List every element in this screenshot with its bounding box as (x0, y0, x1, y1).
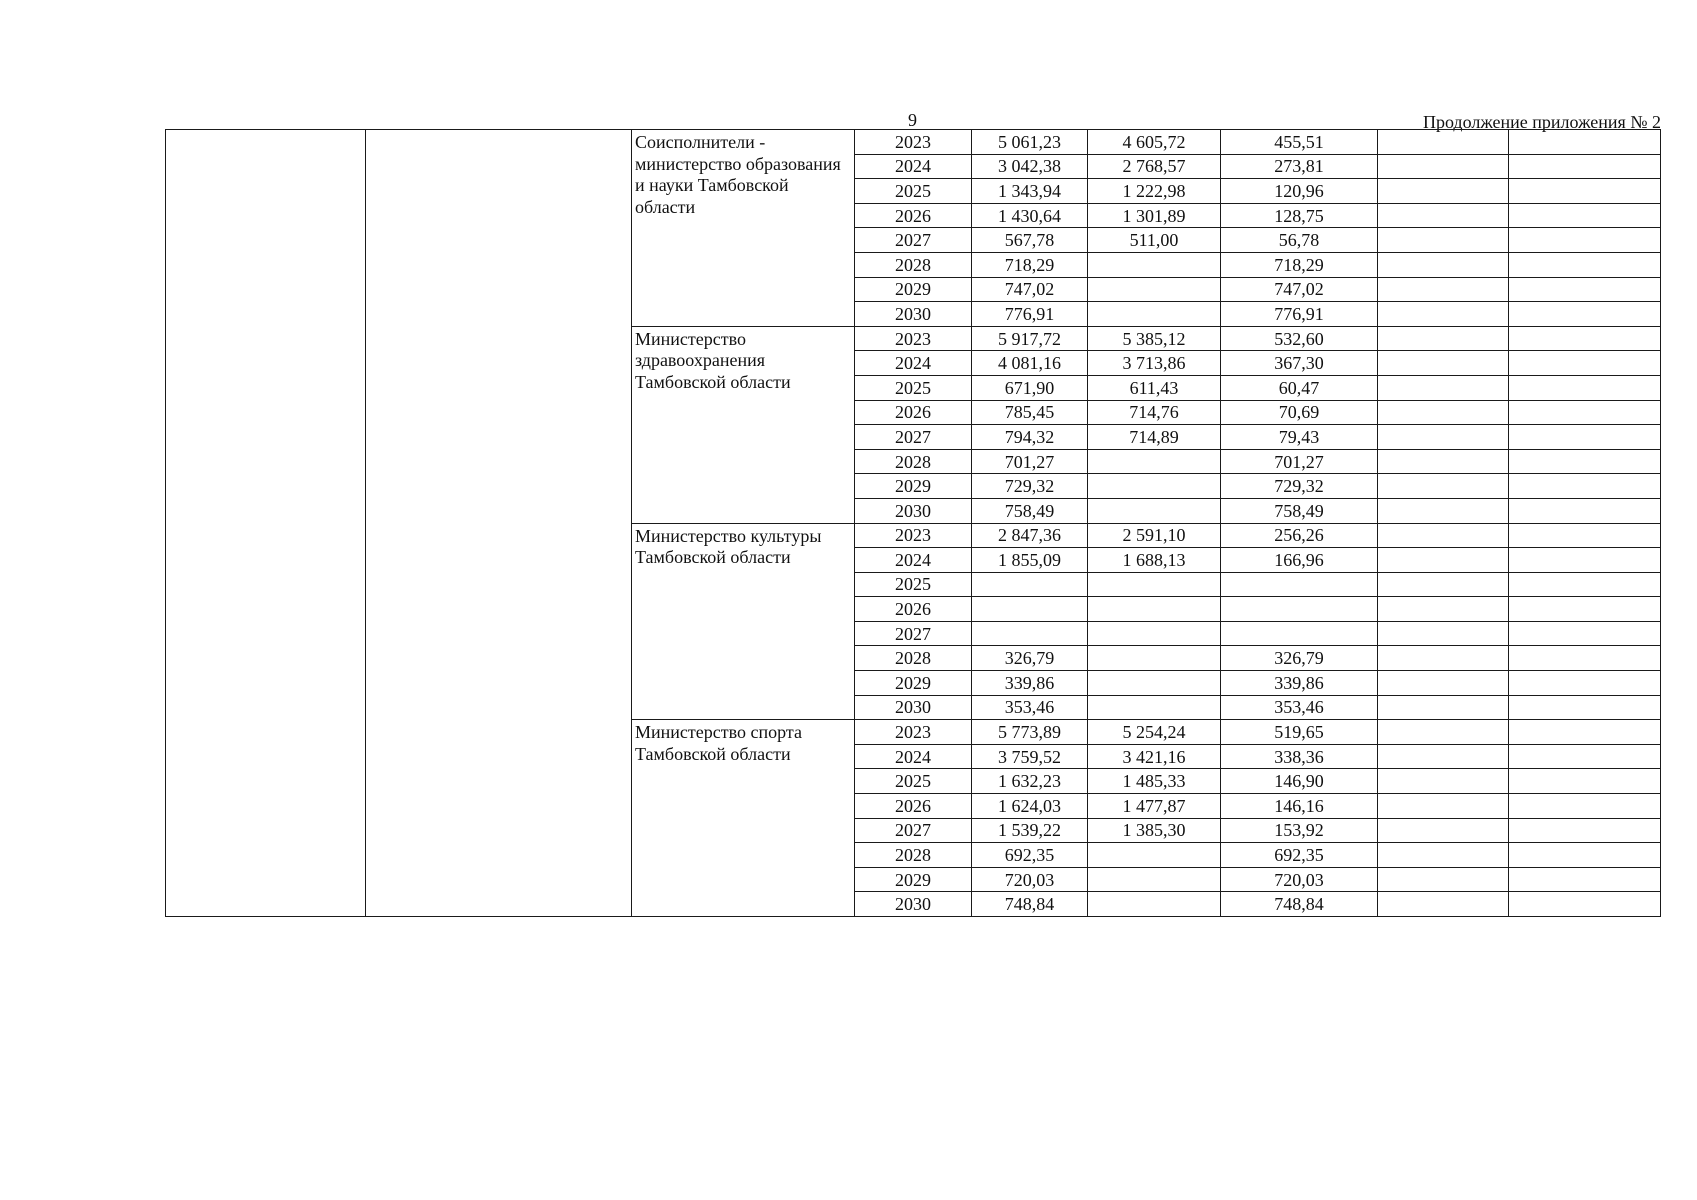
regional-cell: 720,03 (1221, 867, 1378, 892)
year-cell: 2023 (855, 130, 972, 155)
total-cell: 1 539,22 (972, 818, 1088, 843)
federal-cell: 714,89 (1088, 425, 1221, 450)
regional-cell: 519,65 (1221, 720, 1378, 745)
regional-cell: 60,47 (1221, 375, 1378, 400)
total-cell: 5 773,89 (972, 720, 1088, 745)
year-cell: 2030 (855, 498, 972, 523)
other-cell (1509, 621, 1661, 646)
regional-cell: 70,69 (1221, 400, 1378, 425)
regional-cell: 128,75 (1221, 203, 1378, 228)
total-cell (972, 572, 1088, 597)
other-cell (1509, 277, 1661, 302)
local-cell (1378, 671, 1509, 696)
local-cell (1378, 326, 1509, 351)
total-cell: 2 847,36 (972, 523, 1088, 548)
year-cell: 2024 (855, 154, 972, 179)
federal-cell (1088, 277, 1221, 302)
federal-cell (1088, 597, 1221, 622)
other-cell (1509, 818, 1661, 843)
total-cell: 701,27 (972, 449, 1088, 474)
regional-cell: 153,92 (1221, 818, 1378, 843)
regional-cell: 273,81 (1221, 154, 1378, 179)
regional-cell: 747,02 (1221, 277, 1378, 302)
year-cell: 2028 (855, 449, 972, 474)
local-cell (1378, 449, 1509, 474)
year-cell: 2029 (855, 277, 972, 302)
year-cell: 2030 (855, 695, 972, 720)
total-cell (972, 597, 1088, 622)
regional-cell (1221, 597, 1378, 622)
local-cell (1378, 498, 1509, 523)
year-cell: 2025 (855, 769, 972, 794)
total-cell: 785,45 (972, 400, 1088, 425)
local-cell (1378, 621, 1509, 646)
federal-cell: 3 421,16 (1088, 744, 1221, 769)
page-number: 9 (908, 110, 917, 130)
federal-cell (1088, 621, 1221, 646)
federal-cell: 511,00 (1088, 228, 1221, 253)
federal-cell: 1 301,89 (1088, 203, 1221, 228)
regional-cell: 146,16 (1221, 794, 1378, 819)
total-cell: 720,03 (972, 867, 1088, 892)
year-cell: 2026 (855, 794, 972, 819)
local-cell (1378, 351, 1509, 376)
regional-cell: 748,84 (1221, 892, 1378, 917)
year-cell: 2023 (855, 720, 972, 745)
regional-cell: 120,96 (1221, 179, 1378, 204)
other-cell (1509, 744, 1661, 769)
local-cell (1378, 523, 1509, 548)
year-cell: 2027 (855, 425, 972, 450)
executor-cell: Министерство спорта Тамбовской области (632, 720, 855, 917)
federal-cell: 1 485,33 (1088, 769, 1221, 794)
other-cell (1509, 130, 1661, 155)
year-cell: 2027 (855, 621, 972, 646)
total-cell (972, 621, 1088, 646)
regional-cell: 729,32 (1221, 474, 1378, 499)
federal-cell (1088, 449, 1221, 474)
federal-cell: 3 713,86 (1088, 351, 1221, 376)
local-cell (1378, 843, 1509, 868)
local-cell (1378, 179, 1509, 204)
total-cell: 326,79 (972, 646, 1088, 671)
local-cell (1378, 375, 1509, 400)
total-cell: 1 624,03 (972, 794, 1088, 819)
local-cell (1378, 695, 1509, 720)
other-cell (1509, 351, 1661, 376)
regional-cell: 367,30 (1221, 351, 1378, 376)
total-cell: 1 343,94 (972, 179, 1088, 204)
federal-cell: 4 605,72 (1088, 130, 1221, 155)
executor-cell: Соисполнители - министерство образования и науки Тамбовской области (632, 130, 855, 327)
federal-cell (1088, 671, 1221, 696)
local-cell (1378, 769, 1509, 794)
total-cell: 567,78 (972, 228, 1088, 253)
total-cell: 3 759,52 (972, 744, 1088, 769)
other-cell (1509, 449, 1661, 474)
other-cell (1509, 720, 1661, 745)
total-cell: 5 061,23 (972, 130, 1088, 155)
year-cell: 2030 (855, 892, 972, 917)
year-cell: 2029 (855, 867, 972, 892)
year-cell: 2028 (855, 843, 972, 868)
other-cell (1509, 548, 1661, 573)
total-cell: 747,02 (972, 277, 1088, 302)
other-cell (1509, 597, 1661, 622)
regional-cell: 758,49 (1221, 498, 1378, 523)
local-cell (1378, 302, 1509, 327)
local-cell (1378, 203, 1509, 228)
total-cell: 718,29 (972, 252, 1088, 277)
year-cell: 2028 (855, 646, 972, 671)
year-cell: 2025 (855, 572, 972, 597)
year-cell: 2026 (855, 597, 972, 622)
regional-cell: 326,79 (1221, 646, 1378, 671)
total-cell: 5 917,72 (972, 326, 1088, 351)
year-cell: 2024 (855, 744, 972, 769)
regional-cell: 701,27 (1221, 449, 1378, 474)
federal-cell: 5 254,24 (1088, 720, 1221, 745)
total-cell: 758,49 (972, 498, 1088, 523)
regional-cell: 166,96 (1221, 548, 1378, 573)
local-cell (1378, 130, 1509, 155)
federal-cell (1088, 892, 1221, 917)
other-cell (1509, 671, 1661, 696)
regional-cell (1221, 572, 1378, 597)
federal-cell (1088, 695, 1221, 720)
local-cell (1378, 720, 1509, 745)
year-cell: 2023 (855, 326, 972, 351)
other-cell (1509, 154, 1661, 179)
local-cell (1378, 277, 1509, 302)
year-cell: 2027 (855, 228, 972, 253)
total-cell: 4 081,16 (972, 351, 1088, 376)
table-row (166, 130, 1661, 155)
local-cell (1378, 400, 1509, 425)
regional-cell: 692,35 (1221, 843, 1378, 868)
other-cell (1509, 498, 1661, 523)
other-cell (1509, 425, 1661, 450)
federal-cell (1088, 474, 1221, 499)
federal-cell (1088, 302, 1221, 327)
regional-cell: 79,43 (1221, 425, 1378, 450)
federal-cell: 1 688,13 (1088, 548, 1221, 573)
regional-cell (1221, 621, 1378, 646)
federal-cell: 1 222,98 (1088, 179, 1221, 204)
total-cell: 1 855,09 (972, 548, 1088, 573)
federal-cell: 714,76 (1088, 400, 1221, 425)
year-cell: 2029 (855, 474, 972, 499)
local-cell (1378, 252, 1509, 277)
total-cell: 339,86 (972, 671, 1088, 696)
measure-name-cell (366, 130, 632, 917)
federal-cell: 611,43 (1088, 375, 1221, 400)
total-cell: 748,84 (972, 892, 1088, 917)
federal-cell (1088, 843, 1221, 868)
year-cell: 2029 (855, 671, 972, 696)
other-cell (1509, 179, 1661, 204)
local-cell (1378, 818, 1509, 843)
local-cell (1378, 744, 1509, 769)
federal-cell: 2 591,10 (1088, 523, 1221, 548)
other-cell (1509, 400, 1661, 425)
regional-cell: 338,36 (1221, 744, 1378, 769)
local-cell (1378, 548, 1509, 573)
local-cell (1378, 597, 1509, 622)
year-cell: 2027 (855, 818, 972, 843)
year-cell: 2024 (855, 351, 972, 376)
executor-cell: Министерство культуры Тамбовской области (632, 523, 855, 720)
year-cell: 2024 (855, 548, 972, 573)
year-cell: 2025 (855, 375, 972, 400)
regional-cell: 776,91 (1221, 302, 1378, 327)
other-cell (1509, 302, 1661, 327)
federal-cell: 1 477,87 (1088, 794, 1221, 819)
federal-cell (1088, 867, 1221, 892)
local-cell (1378, 154, 1509, 179)
other-cell (1509, 843, 1661, 868)
regional-cell: 353,46 (1221, 695, 1378, 720)
federal-cell: 5 385,12 (1088, 326, 1221, 351)
year-cell: 2025 (855, 179, 972, 204)
other-cell (1509, 203, 1661, 228)
federal-cell (1088, 252, 1221, 277)
regional-cell: 256,26 (1221, 523, 1378, 548)
other-cell (1509, 695, 1661, 720)
local-cell (1378, 474, 1509, 499)
local-cell (1378, 228, 1509, 253)
federal-cell (1088, 498, 1221, 523)
total-cell: 353,46 (972, 695, 1088, 720)
regional-cell: 339,86 (1221, 671, 1378, 696)
other-cell (1509, 646, 1661, 671)
total-cell: 1 430,64 (972, 203, 1088, 228)
local-cell (1378, 867, 1509, 892)
total-cell: 794,32 (972, 425, 1088, 450)
row-number-cell (166, 130, 366, 917)
continuation-note: Продолжение приложения № 2 (1422, 112, 1661, 132)
other-cell (1509, 867, 1661, 892)
total-cell: 1 632,23 (972, 769, 1088, 794)
year-cell: 2028 (855, 252, 972, 277)
federal-cell: 1 385,30 (1088, 818, 1221, 843)
other-cell (1509, 252, 1661, 277)
other-cell (1509, 794, 1661, 819)
total-cell: 729,32 (972, 474, 1088, 499)
executor-cell: Министерство здравоохранения Тамбовской области (632, 326, 855, 523)
federal-cell (1088, 646, 1221, 671)
year-cell: 2026 (855, 203, 972, 228)
total-cell: 776,91 (972, 302, 1088, 327)
other-cell (1509, 228, 1661, 253)
other-cell (1509, 375, 1661, 400)
budget-table (165, 129, 1661, 917)
total-cell: 692,35 (972, 843, 1088, 868)
other-cell (1509, 572, 1661, 597)
total-cell: 671,90 (972, 375, 1088, 400)
federal-cell (1088, 572, 1221, 597)
other-cell (1509, 474, 1661, 499)
regional-cell: 455,51 (1221, 130, 1378, 155)
federal-cell: 2 768,57 (1088, 154, 1221, 179)
regional-cell: 532,60 (1221, 326, 1378, 351)
local-cell (1378, 646, 1509, 671)
other-cell (1509, 892, 1661, 917)
regional-cell: 718,29 (1221, 252, 1378, 277)
local-cell (1378, 794, 1509, 819)
year-cell: 2026 (855, 400, 972, 425)
local-cell (1378, 572, 1509, 597)
local-cell (1378, 892, 1509, 917)
total-cell: 3 042,38 (972, 154, 1088, 179)
other-cell (1509, 769, 1661, 794)
regional-cell: 56,78 (1221, 228, 1378, 253)
local-cell (1378, 425, 1509, 450)
other-cell (1509, 523, 1661, 548)
year-cell: 2030 (855, 302, 972, 327)
year-cell: 2023 (855, 523, 972, 548)
regional-cell: 146,90 (1221, 769, 1378, 794)
other-cell (1509, 326, 1661, 351)
